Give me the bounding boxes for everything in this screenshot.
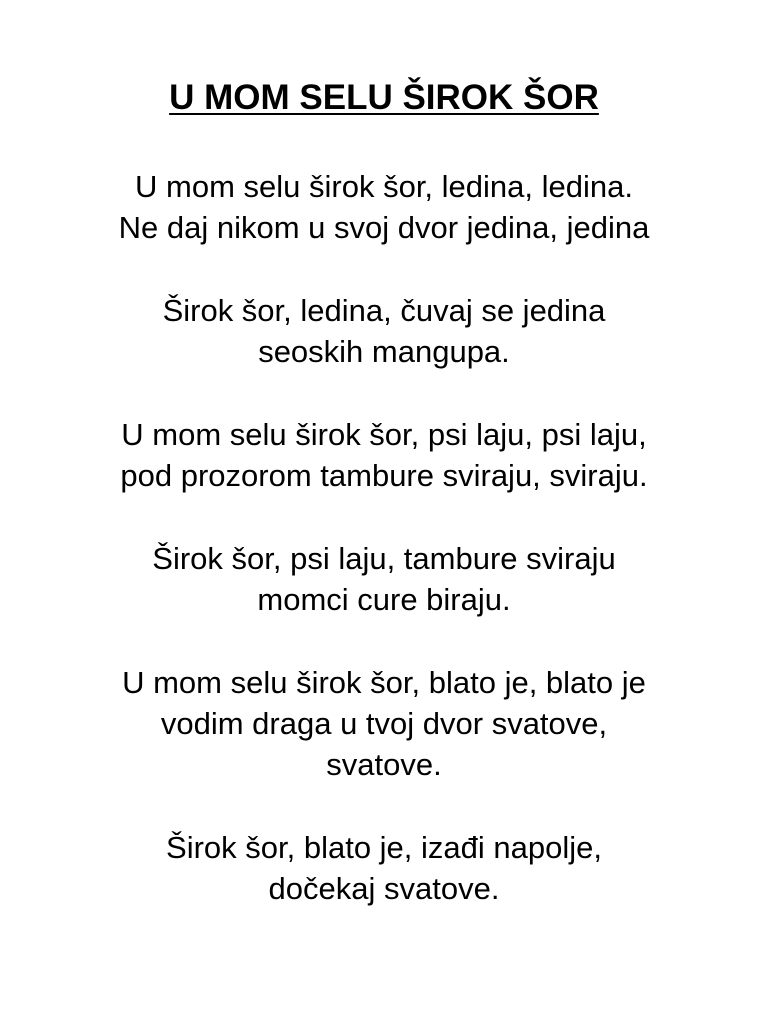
stanza-3 bbox=[0, 414, 768, 496]
lyric-line: svatove. bbox=[326, 747, 442, 782]
lyric-line: vodim draga u tvoj dvor svatove, bbox=[160, 706, 608, 741]
lyric-line: U mom selu širok šor, psi laju, psi laju, bbox=[121, 417, 647, 452]
lyric-line: U mom selu širok šor, blato je, blato je bbox=[122, 665, 646, 700]
lyric-line: Širok šor, ledina, čuvaj se jedina bbox=[162, 293, 606, 328]
lyric-line: momci cure biraju. bbox=[257, 582, 511, 617]
lyric-line: seoskih mangupa. bbox=[258, 334, 510, 369]
stanza-5 bbox=[0, 662, 768, 785]
lyric-line: dočekaj svatove. bbox=[268, 871, 500, 906]
lyric-line: Širok šor, psi laju, tambure sviraju bbox=[152, 541, 616, 576]
lyric-line: pod prozorom tambure sviraju, sviraju. bbox=[120, 458, 648, 493]
song-title: U MOM SELU ŠIROK ŠOR bbox=[169, 78, 599, 117]
stanza-1 bbox=[0, 166, 768, 248]
lyric-line: Ne daj nikom u svoj dvor jedina, jedina bbox=[118, 210, 650, 245]
lyric-line: U mom selu širok šor, ledina, ledina. bbox=[135, 169, 633, 204]
stanza-2 bbox=[0, 290, 768, 372]
stanza-6 bbox=[0, 827, 768, 909]
lyric-line: Širok šor, blato je, izađi napolje, bbox=[166, 830, 602, 865]
song-lyrics bbox=[0, 166, 768, 909]
stanza-4 bbox=[0, 538, 768, 620]
